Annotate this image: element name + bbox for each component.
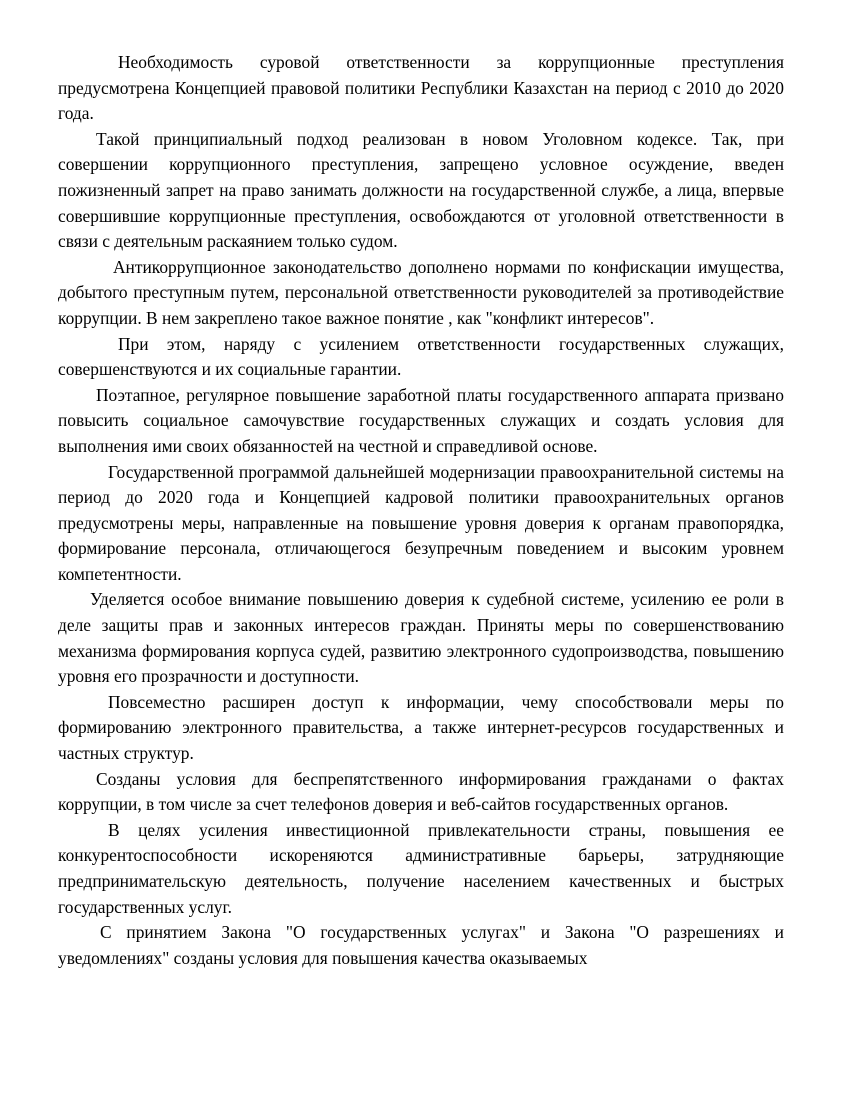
document-page xyxy=(58,50,784,971)
paragraph-11: С принятием Закона "О государственных услугах" и Закона "О разрешениях и уведомлениях" созданы условия для повышения качества оказываемых xyxy=(58,922,784,968)
paragraph-9: Созданы условия для беспрепятственного информирования гражданами о фактах коррупции, в том числе за счет телефонов доверия и веб-сайтов государственных органов. xyxy=(58,768,784,815)
paragraph-8: Повсеместно расширен доступ к информации, чему способствовали меры по формированию электронного правительства, а также интернет-ресурсов государственных и частных структур. xyxy=(58,691,784,764)
paragraph-4: При этом, наряду с усилением ответственности государственных служащих, совершенствуются и их социальные гарантии. xyxy=(58,333,784,380)
paragraph-10: В целях усиления инвестиционной привлекательности страны, повышения ее конкурентоспособности искореняются административные барьеры, затрудняющие предпринимательскую деятельность, получение населением качественных и быстрых государственных услуг. xyxy=(58,819,784,917)
paragraph-6: Государственной программой дальнейшей модернизации правоохранительной системы на период до 2020 года и Концепцией кадровой политики правоохранительных органов предусмотрены меры, направленные на повышение уровня доверия к органам правопорядка, формирование персонала, отличающегося безупречным поведением и высоким уровнем компетентности. xyxy=(58,461,784,584)
paragraph-5: Поэтапное, регулярное повышение заработной платы государственного аппарата призвано повысить социальное самочувствие государственных служащих и создать условия для выполнения ими своих обязанностей на честной и справедливой основе. xyxy=(58,384,784,456)
paragraph-2: Такой принципиальный подход реализован в новом Уголовном кодексе. Так, при совершении коррупционного преступления, запрещено условное осуждение, введен пожизненный запрет на право занимать должности на государственной службе, а лица, впервые совершившие коррупционные преступления, освобождаются от уголовной ответственности в связи с деятельным раскаянием только судом. xyxy=(58,128,784,252)
paragraph-7: Уделяется особое внимание повышению доверия к судебной системе, усилению ее роли в деле защиты прав и законных интересов граждан. Приняты меры по совершенствованию механизма формирования корпуса судей, развитию электронного судопроизводства, повышению уровня его прозрачности и доступности. xyxy=(58,589,784,687)
paragraph-1: Необходимость суровой ответственности за коррупционные преступления предусмотрена Концепцией правовой политики Республики Казахстан на период с 2010 до 2020 года. xyxy=(58,52,784,124)
paragraph-3: Антикоррупционное законодательство дополнено нормами по конфискации имущества, добытого преступным путем, персональной ответственности руководителей за противодействие коррупции. В нем закреплено такое важное понятие , как "конфликт интересов". xyxy=(58,256,784,328)
